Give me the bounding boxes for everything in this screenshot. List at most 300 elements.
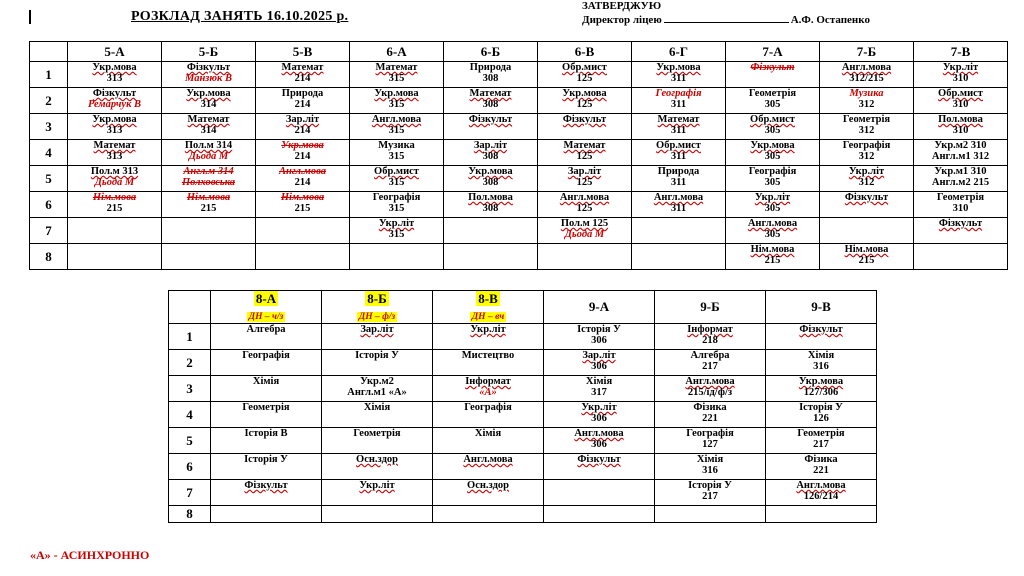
subject-text: Нім.мова	[280, 192, 325, 203]
lesson-cell	[655, 506, 766, 523]
room-text: 312	[858, 99, 875, 110]
lesson-cell	[444, 62, 538, 88]
subject-text: Зар.літ	[285, 114, 320, 125]
room-text: 313	[106, 73, 123, 84]
table-row	[169, 480, 877, 506]
lesson-cell	[632, 166, 726, 192]
subject-text: Фізкульт	[186, 62, 231, 73]
lesson-cell	[914, 192, 1008, 218]
lesson-cell	[544, 480, 655, 506]
subject-text: Геометрія	[242, 402, 290, 413]
room-text: 312	[858, 125, 875, 136]
subject-text: Хімія	[696, 454, 724, 465]
room-text: 215	[858, 255, 875, 266]
subject-text: Укр.мова	[92, 62, 137, 73]
lesson-cell	[820, 244, 914, 270]
subject-text: Географія	[655, 88, 702, 99]
room-text: 311	[670, 73, 687, 84]
lesson-cell	[350, 88, 444, 114]
lesson-cell	[68, 88, 162, 114]
room-text: Дьода М	[94, 177, 135, 188]
class-note: ДН – ч/з	[248, 312, 284, 322]
subject-text: Укр.м2 310	[934, 140, 987, 151]
class-note: ДН – ф/з	[358, 312, 396, 322]
subject-text: Укр.літ	[470, 324, 506, 335]
subject-text: Історія В	[244, 428, 288, 439]
subject-text: Укр.мова	[562, 88, 607, 99]
lesson-cell	[820, 218, 914, 244]
lesson-cell	[914, 140, 1008, 166]
room-text: 306	[591, 439, 607, 450]
subject-text: Природа	[657, 166, 700, 177]
lesson-number: 1	[169, 324, 211, 350]
room-text: 315	[388, 203, 405, 214]
room-text: 214	[294, 73, 311, 84]
lesson-cell	[444, 166, 538, 192]
subject-text: Фізкульт	[938, 218, 983, 229]
lesson-cell	[211, 376, 322, 402]
lesson-cell	[914, 114, 1008, 140]
subject-text: Нім.мова	[92, 192, 137, 203]
table-row	[30, 192, 1008, 218]
lesson-cell	[162, 244, 256, 270]
lesson-cell	[726, 62, 820, 88]
lesson-cell	[820, 192, 914, 218]
room-text: Дьода М	[564, 229, 605, 240]
room-text: 214	[294, 125, 311, 136]
table-header-row	[169, 291, 877, 324]
lesson-cell	[766, 480, 877, 506]
room-text: 306	[591, 361, 607, 372]
subject-text: Хімія	[363, 402, 391, 413]
table-row	[30, 140, 1008, 166]
class-name: 7-Б	[856, 43, 877, 59]
room-text: 218	[702, 335, 718, 346]
table-row	[30, 88, 1008, 114]
lesson-cell	[538, 62, 632, 88]
subject-text: Математ	[375, 62, 418, 73]
subject-text: Обр.мист	[374, 166, 419, 177]
lesson-cell	[256, 140, 350, 166]
lesson-cell	[544, 324, 655, 350]
subject-text: Хімія	[585, 376, 613, 387]
room-text: 311	[670, 203, 687, 214]
room-text: 311	[670, 177, 687, 188]
room-text: 310	[952, 99, 969, 110]
lesson-cell	[162, 218, 256, 244]
lesson-cell	[655, 324, 766, 350]
lesson-cell	[766, 428, 877, 454]
lesson-cell	[726, 166, 820, 192]
lesson-cell	[766, 350, 877, 376]
subject-text: Фізика	[693, 402, 727, 413]
lesson-cell	[820, 140, 914, 166]
subject-text: Фізкульт	[750, 62, 795, 73]
lesson-number: 2	[30, 88, 68, 114]
lesson-cell	[256, 62, 350, 88]
lesson-cell	[632, 218, 726, 244]
room-text: 221	[702, 413, 718, 424]
subject-text: Географія	[464, 402, 512, 413]
class-header	[914, 42, 1008, 62]
subject-text: Фізкульт	[844, 192, 889, 203]
subject-text: Пол.мова	[938, 114, 983, 125]
lesson-cell	[538, 192, 632, 218]
table-row	[169, 350, 877, 376]
subject-text: Історія У	[799, 402, 843, 413]
lesson-cell	[162, 166, 256, 192]
room-text: 125	[576, 177, 593, 188]
subject-text: Укр.мова	[374, 88, 419, 99]
class-name: 9-А	[588, 299, 610, 314]
director-label: Директор ліцею	[582, 14, 662, 26]
lesson-cell	[211, 402, 322, 428]
lesson-cell	[433, 402, 544, 428]
lesson-cell	[322, 350, 433, 376]
class-header	[766, 291, 877, 324]
subject-text: Англ.мова	[463, 454, 513, 465]
lesson-number: 1	[30, 62, 68, 88]
lesson-cell	[322, 480, 433, 506]
lesson-cell	[766, 454, 877, 480]
subject-text: Інформат	[687, 324, 733, 335]
class-name: 8-А	[255, 291, 277, 306]
class-name: 5-А	[104, 43, 125, 59]
subject-text: Географія	[686, 428, 734, 439]
subject-text: Нім.мова	[186, 192, 231, 203]
lesson-cell	[68, 114, 162, 140]
lesson-cell	[914, 166, 1008, 192]
room-text: Англ.м1 «А»	[347, 387, 407, 398]
lesson-cell	[766, 324, 877, 350]
subject-text: Укр.літ	[942, 62, 979, 73]
subject-text: Математ	[93, 140, 136, 151]
approval-block	[582, 0, 870, 27]
room-text: 126	[813, 413, 829, 424]
subject-text: Фізкульт	[577, 454, 621, 465]
lesson-cell	[68, 192, 162, 218]
room-text: 217	[702, 361, 718, 372]
lesson-cell	[162, 88, 256, 114]
room-text: 305	[764, 99, 781, 110]
table-row	[169, 376, 877, 402]
room-text: 311	[670, 151, 687, 162]
lesson-number: 8	[169, 506, 211, 523]
lesson-cell	[444, 244, 538, 270]
room-text: 311	[670, 99, 687, 110]
subject-text: Інформат	[465, 376, 511, 387]
subject-text: Англ.мова	[796, 480, 846, 491]
lesson-cell	[444, 192, 538, 218]
subject-text: Англ.мова	[653, 192, 704, 203]
room-text: 315	[388, 229, 405, 240]
class-name: 5-Б	[198, 43, 219, 59]
lesson-cell	[211, 480, 322, 506]
lesson-cell	[256, 192, 350, 218]
subject-text: Укр.мова	[281, 140, 324, 151]
lesson-cell	[322, 428, 433, 454]
room-text: 310	[952, 125, 969, 136]
lesson-cell	[256, 166, 350, 192]
subject-text: Зар.літ	[582, 350, 616, 361]
room-text: 305	[764, 125, 781, 136]
room-text: 314	[200, 125, 217, 136]
room-text: 215	[294, 203, 311, 214]
lesson-cell	[544, 454, 655, 480]
subject-text: Укр.літ	[378, 218, 415, 229]
room-text: 316	[813, 361, 829, 372]
lesson-cell	[68, 140, 162, 166]
subject-text: Обр.мист	[562, 62, 607, 73]
subject-text: Музика	[849, 88, 884, 99]
lesson-cell	[726, 218, 820, 244]
subject-text: Фізкульт	[244, 480, 288, 491]
lesson-cell	[433, 350, 544, 376]
lesson-cell	[211, 454, 322, 480]
lesson-cell	[433, 376, 544, 402]
subject-text: Англ.мова	[574, 428, 624, 439]
room-text: Англ.м1 312	[931, 151, 990, 162]
table-row	[30, 114, 1008, 140]
subject-text: Хімія	[252, 376, 280, 387]
subject-text: Мистецтво	[461, 350, 515, 361]
room-text: 125	[576, 203, 593, 214]
class-name: 6-В	[574, 43, 595, 59]
subject-text: Обр.мист	[750, 114, 795, 125]
room-text: 125	[576, 73, 593, 84]
lesson-cell	[726, 192, 820, 218]
room-text: 314	[200, 99, 217, 110]
subject-text: Осн.здор	[467, 480, 509, 491]
class-header	[544, 291, 655, 324]
lesson-cell	[433, 324, 544, 350]
subject-text: Географія	[748, 166, 797, 177]
subject-text: Англ.мова	[747, 218, 798, 229]
lesson-cell	[444, 88, 538, 114]
lesson-number: 5	[30, 166, 68, 192]
subject-text: Укр.літ	[848, 166, 885, 177]
subject-text: Геометрія	[936, 192, 985, 203]
lesson-cell	[726, 244, 820, 270]
subject-text: Укр.мова	[468, 166, 513, 177]
table-row	[30, 244, 1008, 270]
lesson-cell	[726, 114, 820, 140]
class-name: 6-Г	[668, 43, 689, 59]
room-text: 315	[388, 99, 405, 110]
subject-text: Зар.літ	[473, 140, 508, 151]
subject-text: Обр.мист	[938, 88, 983, 99]
subject-text: Укр.м1 310	[934, 166, 987, 177]
table-row	[30, 166, 1008, 192]
lesson-cell	[632, 192, 726, 218]
room-text: 127/306	[803, 387, 839, 398]
room-text: 313	[106, 151, 123, 162]
lesson-cell	[538, 140, 632, 166]
subject-text: Фізкульт	[562, 114, 607, 125]
room-text: 313	[106, 125, 123, 136]
lesson-cell	[322, 506, 433, 523]
lesson-number: 8	[30, 244, 68, 270]
subject-text: Алгебра	[690, 350, 730, 361]
room-text: 316	[702, 465, 718, 476]
room-text: 308	[482, 177, 499, 188]
room-text: Англ.м2 215	[931, 177, 990, 188]
class-name: 8-В	[478, 291, 498, 306]
room-text: 317	[591, 387, 607, 398]
room-text: 127	[702, 439, 718, 450]
class-name: 7-А	[762, 43, 783, 59]
room-text: Ремарчук В	[87, 99, 142, 110]
room-text: 221	[813, 465, 829, 476]
room-text: 214	[294, 177, 311, 188]
lesson-cell	[914, 62, 1008, 88]
table-row	[169, 506, 877, 523]
lesson-cell	[632, 114, 726, 140]
class-name: 8-Б	[367, 291, 387, 306]
lesson-cell	[820, 62, 914, 88]
lesson-cell	[544, 350, 655, 376]
room-text: 306	[591, 335, 607, 346]
footnote-async: «А» - АСИНХРОННО	[30, 548, 150, 562]
lesson-number: 3	[169, 376, 211, 402]
lesson-cell	[766, 376, 877, 402]
subject-text: Історія У	[688, 480, 732, 491]
subject-text: Укр.літ	[754, 192, 791, 203]
subject-text: Англ.м 314	[183, 166, 234, 177]
class-note: ДН – вч	[471, 312, 505, 322]
lesson-number: 6	[30, 192, 68, 218]
subject-text: Математ	[563, 140, 606, 151]
signature-line	[664, 13, 789, 23]
table-row	[30, 62, 1008, 88]
lesson-cell	[350, 140, 444, 166]
subject-text: Укр.мова	[92, 114, 137, 125]
class-header	[655, 291, 766, 324]
room-text: 217	[813, 439, 829, 450]
lesson-cell	[68, 244, 162, 270]
lesson-cell	[914, 218, 1008, 244]
room-text: 214	[294, 99, 311, 110]
lesson-number: 7	[169, 480, 211, 506]
lesson-cell	[350, 166, 444, 192]
lesson-cell	[68, 218, 162, 244]
room-text: 217	[702, 491, 718, 502]
table-row	[169, 324, 877, 350]
director-name: А.Ф. Остапенко	[790, 14, 870, 26]
room-text: 308	[482, 203, 499, 214]
room-text: 215/ід/ф/з	[687, 387, 733, 398]
class-header	[820, 42, 914, 62]
room-text: 305	[764, 203, 781, 214]
lesson-cell	[655, 376, 766, 402]
lesson-cell	[820, 114, 914, 140]
class-name: 9-Б	[700, 299, 720, 314]
class-name: 6-А	[386, 43, 407, 59]
subject-text: Історія У	[577, 324, 621, 335]
room-text: 315	[388, 125, 405, 136]
room-text: 310	[952, 203, 969, 214]
text-cursor	[29, 10, 31, 24]
lesson-cell	[538, 166, 632, 192]
class-header	[632, 42, 726, 62]
lesson-cell	[632, 62, 726, 88]
lesson-cell	[433, 480, 544, 506]
approve-word: ЗАТВЕРДЖУЮ	[582, 0, 662, 12]
subject-text: Музика	[378, 140, 415, 151]
subject-text: Математ	[469, 88, 512, 99]
lesson-cell	[211, 350, 322, 376]
room-text: 311	[670, 125, 687, 136]
lesson-number: 3	[30, 114, 68, 140]
room-text: Полховська	[181, 177, 236, 188]
subject-text: Фізкульт	[799, 324, 843, 335]
lesson-cell	[350, 62, 444, 88]
subject-text: Фізкульт	[92, 88, 137, 99]
class-header	[322, 291, 433, 324]
room-text: 305	[764, 177, 781, 188]
table-row	[169, 402, 877, 428]
lesson-cell	[444, 140, 538, 166]
room-text: Манзюк В	[185, 73, 232, 84]
lesson-number: 7	[30, 218, 68, 244]
lesson-cell	[162, 114, 256, 140]
subject-text: Англ.мова	[279, 166, 326, 177]
lesson-cell	[322, 324, 433, 350]
subject-text: Укр.мова	[798, 376, 844, 387]
lesson-cell	[256, 218, 350, 244]
subject-text: Укр.м2	[360, 376, 394, 387]
subject-text: Геометрія	[797, 428, 845, 439]
lesson-number: 5	[169, 428, 211, 454]
subject-text: Фізкульт	[468, 114, 513, 125]
lesson-cell	[68, 62, 162, 88]
subject-text: Нім.мова	[844, 244, 889, 255]
subject-text: Пол.м 314	[184, 140, 233, 151]
subject-text: Пол.м 313	[90, 166, 139, 177]
lesson-cell	[322, 376, 433, 402]
room-text: 312	[858, 151, 875, 162]
subject-text: Математ	[657, 114, 700, 125]
lesson-cell	[350, 244, 444, 270]
subject-text: Англ.мова	[685, 376, 735, 387]
lesson-cell	[350, 192, 444, 218]
room-text: «А»	[479, 387, 497, 398]
class-header	[211, 291, 322, 324]
subject-text: Пол.м 125	[560, 218, 609, 229]
class-header	[68, 42, 162, 62]
subject-text: Зар.літ	[360, 324, 394, 335]
room-text: 315	[388, 177, 405, 188]
room-text: 305	[764, 151, 781, 162]
room-text: 315	[388, 73, 405, 84]
lesson-cell	[632, 140, 726, 166]
subject-text: Хімія	[474, 428, 502, 439]
room-text: 214	[294, 151, 311, 162]
lesson-cell	[444, 218, 538, 244]
subject-text: Геометрія	[842, 114, 891, 125]
lesson-cell	[256, 244, 350, 270]
subject-text: Фізика	[804, 454, 838, 465]
class-header	[444, 42, 538, 62]
subject-text: Алгебра	[246, 324, 286, 335]
room-text: 215	[764, 255, 781, 266]
room-text: 312/215	[849, 73, 884, 84]
lesson-cell	[256, 114, 350, 140]
lesson-cell	[433, 428, 544, 454]
lesson-cell	[820, 166, 914, 192]
table-row	[169, 454, 877, 480]
schedule-table-grades-8-9	[168, 290, 877, 523]
